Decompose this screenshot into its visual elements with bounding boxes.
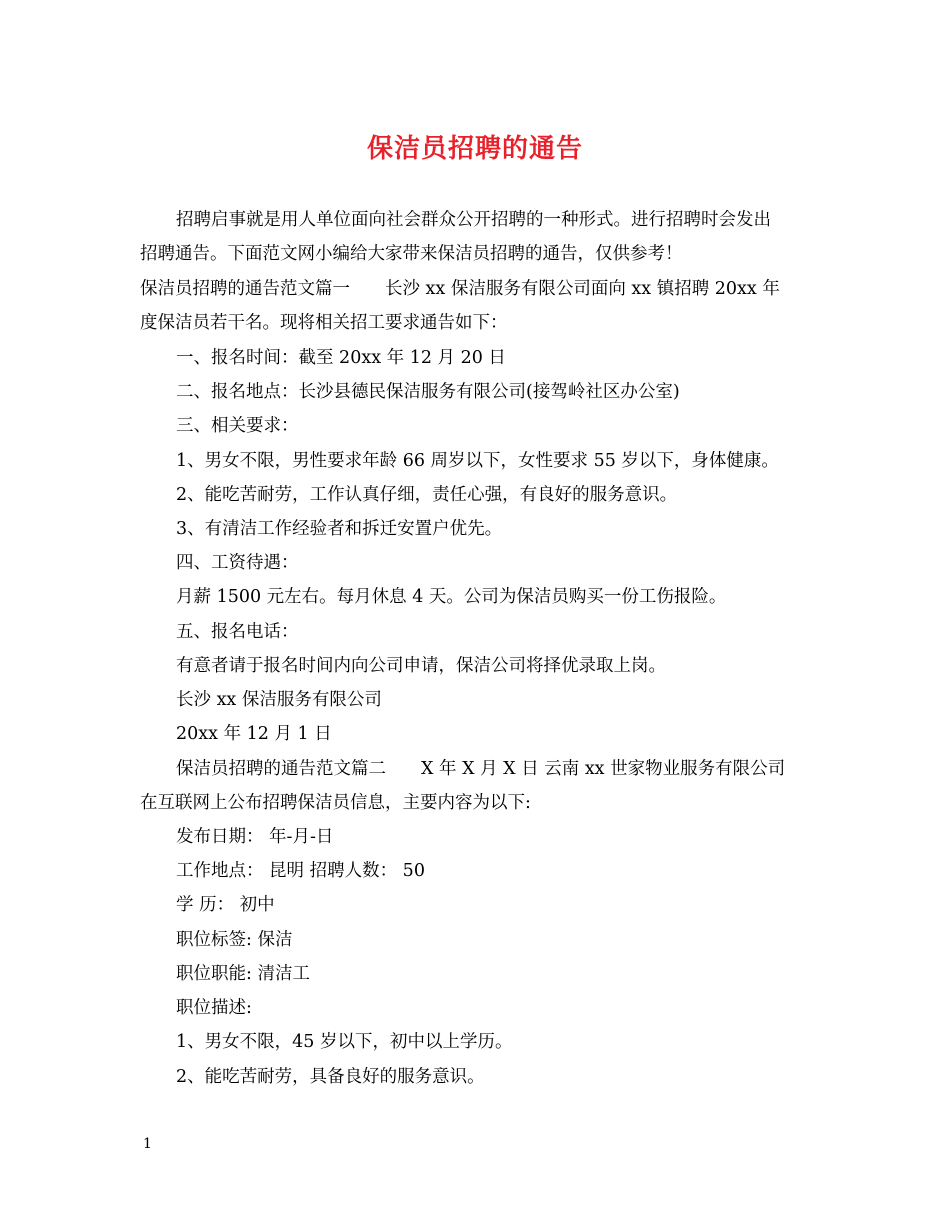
paragraph-line: 职位标签: 保洁: [176, 930, 293, 950]
paragraph-line: 三、相关要求：: [176, 416, 299, 436]
paragraph-line: 招聘通告。下面范文网小编给大家带来保洁员招聘的通告，仅供参考！: [140, 244, 683, 264]
paragraph-line: 有意者请于报名时间内向公司申请，保洁公司将择优录取上岗。: [176, 656, 666, 676]
paragraph-line: 保洁员招聘的通告范文篇一 长沙 xx 保洁服务有限公司面向 xx 镇招聘 20xx 年: [140, 279, 780, 299]
paragraph-line: 五、报名电话：: [176, 622, 299, 642]
paragraph-line: 工作地点： 昆明 招聘人数： 50: [176, 861, 425, 881]
paragraph-line: 2、能吃苦耐劳，具备良好的服务意识。: [176, 1067, 485, 1087]
paragraph-line: 招聘启事就是用人单位面向社会群众公开招聘的一种形式。进行招聘时会发出: [176, 210, 771, 230]
page-number: 1: [143, 1136, 152, 1152]
paragraph-line: 在互联网上公布招聘保洁员信息，主要内容为以下:: [140, 793, 531, 813]
paragraph-line: 2、能吃苦耐劳，工作认真仔细，责任心强，有良好的服务意识。: [176, 485, 678, 505]
document-title: 保洁员招聘的通告: [366, 134, 583, 164]
paragraph-line: 度保洁员若干名。现将相关招工要求通告如下：: [140, 313, 508, 333]
paragraph-line: 学 历： 初中: [176, 895, 275, 915]
paragraph-line: 长沙 xx 保洁服务有限公司: [176, 690, 382, 710]
paragraph-line: 保洁员招聘的通告范文篇二 X 年 X 月 X 日 云南 xx 世家物业服务有限公司: [176, 759, 786, 779]
paragraph-line: 四、工资待遇：: [176, 553, 299, 573]
paragraph-line: 发布日期： 年-月-日: [176, 827, 334, 847]
paragraph-line: 职位职能: 清洁工: [176, 964, 310, 984]
paragraph-line: 月薪 1500 元左右。每月休息 4 天。公司为保洁员购买一份工伤报险。: [176, 587, 727, 607]
paragraph-line: 二、报名地点：长沙县德民保洁服务有限公司(接驾岭社区办公室): [176, 382, 680, 402]
paragraph-line: 1、男女不限，45 岁以下，初中以上学历。: [176, 1032, 513, 1052]
paragraph-line: 1、男女不限，男性要求年龄 66 周岁以下，女性要求 55 岁以下，身体健康。: [176, 451, 779, 471]
paragraph-line: 职位描述:: [176, 998, 252, 1018]
paragraph-line: 20xx 年 12 月 1 日: [176, 724, 332, 744]
paragraph-line: 3、有清洁工作经验者和拆迁安置户优先。: [176, 519, 503, 539]
paragraph-line: 一、报名时间：截至 20xx 年 12 月 20 日: [176, 348, 506, 368]
